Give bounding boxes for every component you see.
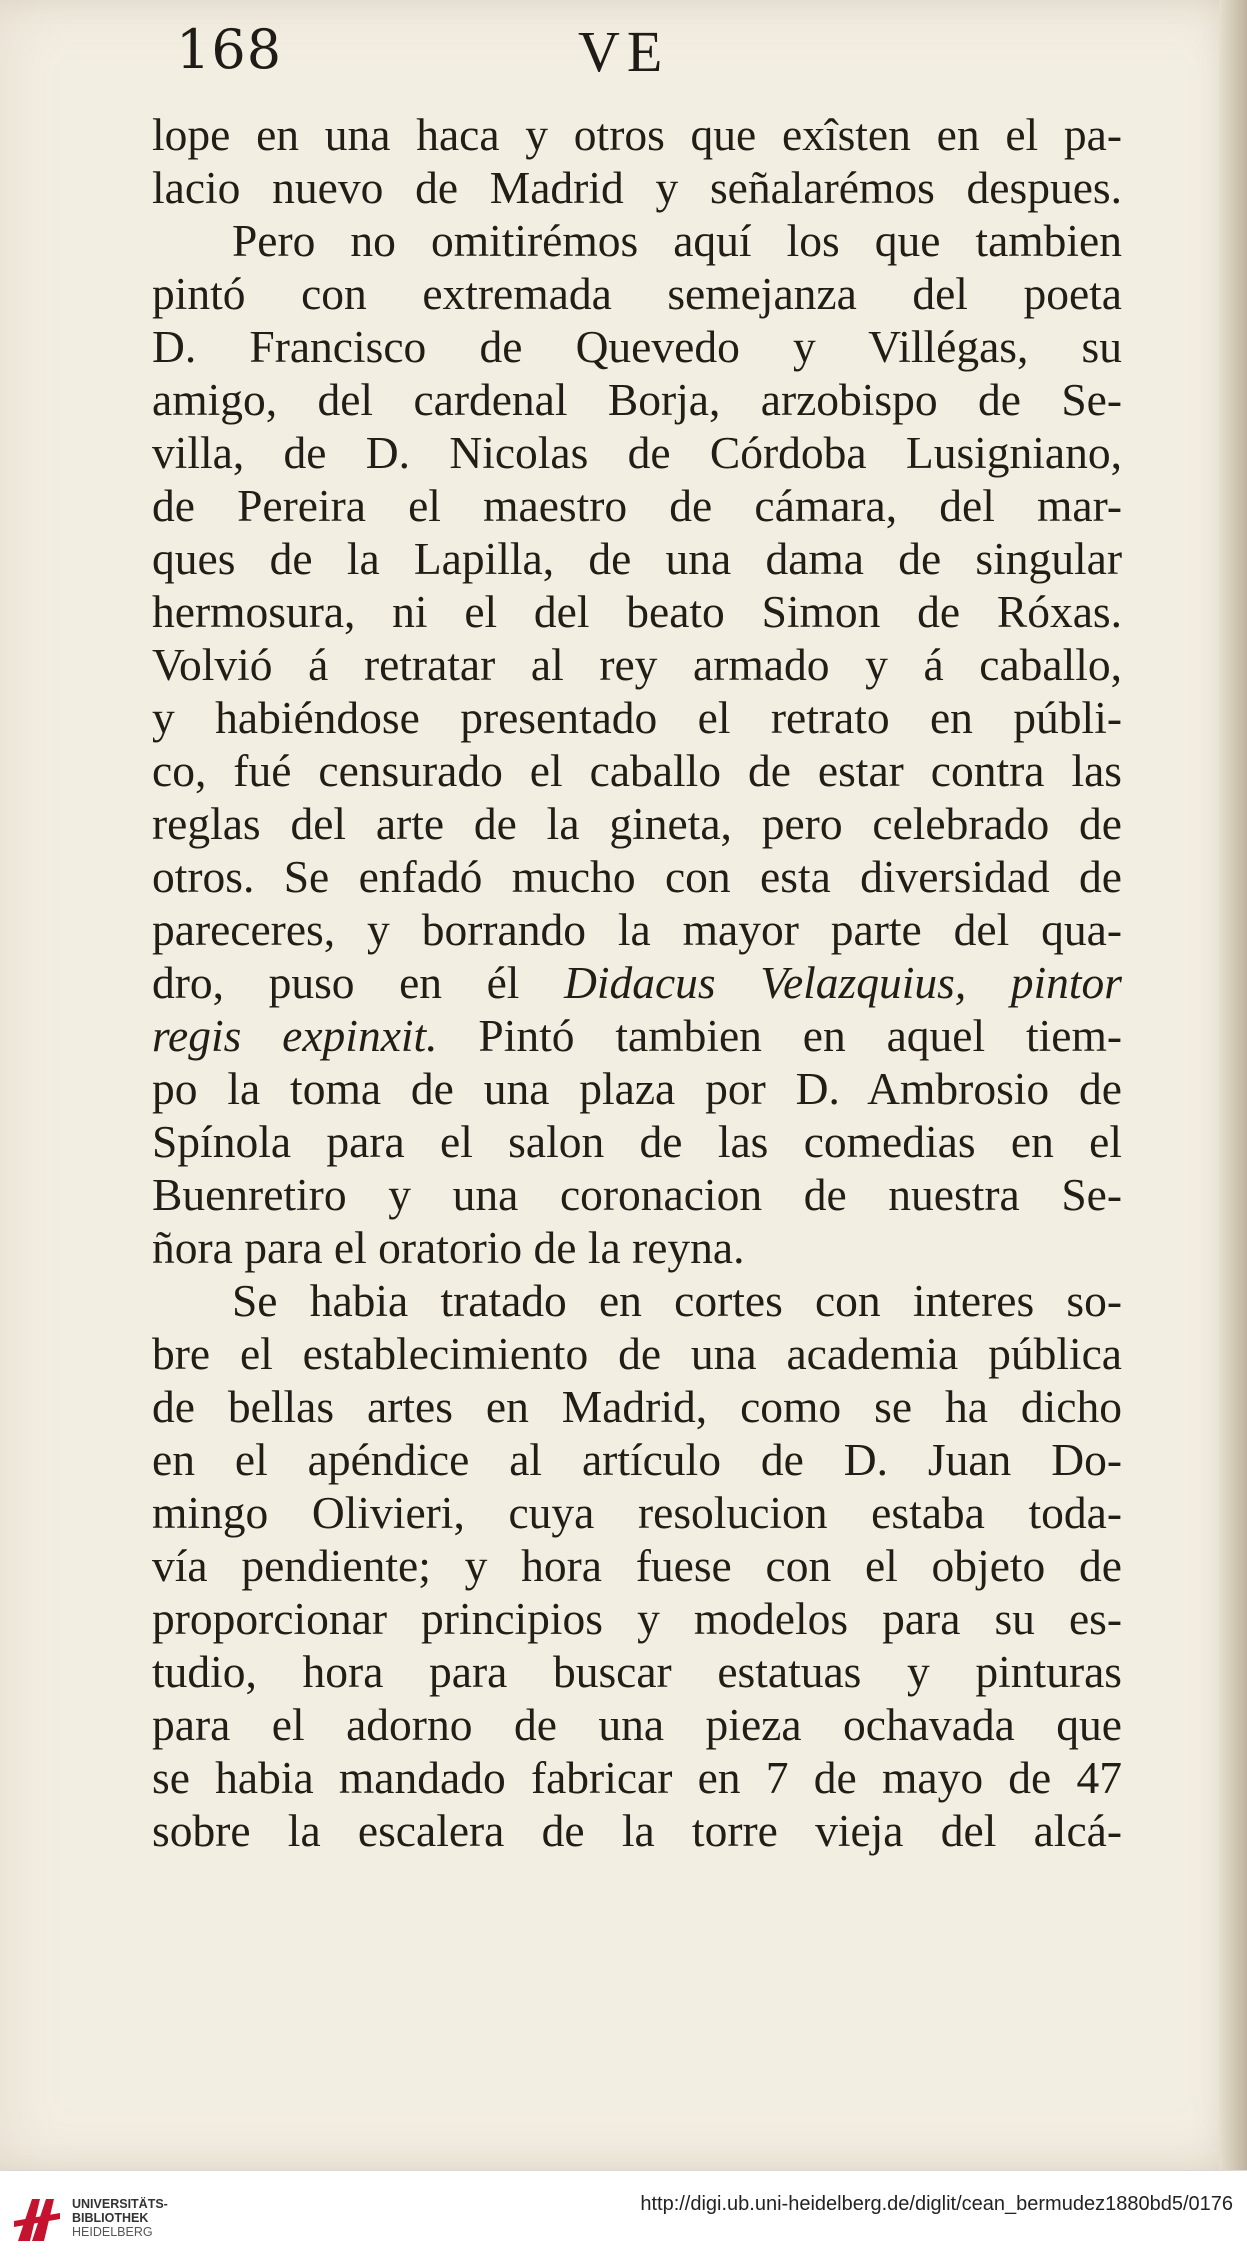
running-head: VE [578,19,670,84]
body-text [152,108,1122,1857]
text-line: en el apéndice al artículo de D. Juan Do- [152,1434,1122,1485]
italic-text: Didacus Velazquius, pintor [563,957,1122,1008]
text-line: reglas del arte de la gineta, pero celebrado de [152,798,1122,849]
text-line [152,956,1122,1009]
text-line: tudio, hora para buscar estatuas y pinturas [152,1646,1122,1697]
text-line: para el adorno de una pieza ochavada que [152,1699,1122,1750]
text-line: mingo Olivieri, cuya resolucion estaba toda- [152,1487,1122,1538]
library-line: UNIVERSITÄTS- [72,2197,168,2211]
library-logo-icon [12,2191,64,2247]
text-line: pareceres, y borrando la mayor parte del qua- [152,904,1122,955]
text-line: villa, de D. Nicolas de Córdoba Lusigniano, [152,427,1122,478]
text-line: bre el establecimiento de una academia pública [152,1328,1122,1379]
text-line: de bellas artes en Madrid, como se ha dicho [152,1381,1122,1432]
text-line: co, fué censurado el caballo de estar contra las [152,745,1122,796]
library-line: BIBLIOTHEK [72,2211,149,2225]
italic-text: regis expinxit. [152,1010,438,1061]
text-line: vía pendiente; y hora fuese con el objeto de [152,1540,1122,1591]
text-line: Volvió á retratar al rey armado y á caballo, [152,639,1122,690]
text-line [152,1009,1122,1062]
text-line: Se habia tratado en cortes con interes so- [232,1275,1122,1326]
text-line: amigo, del cardenal Borja, arzobispo de Se- [152,374,1122,425]
text-line: po la toma de una plaza por D. Ambrosio de [152,1063,1122,1114]
text-line: D. Francisco de Quevedo y Villégas, su [152,321,1122,372]
text-line: hermosura, ni el del beato Simon de Róxas. [152,586,1122,637]
page-number: 168 [176,18,283,81]
text-line: Spínola para el salon de las comedias en el [152,1116,1122,1167]
source-url-link[interactable]: http://digi.ub.uni-heidelberg.de/diglit/cean_bermudez1880bd5/0176 [640,2193,1233,2215]
text-line: ques de la Lapilla, de una dama de singular [152,533,1122,584]
page-header [0,18,1247,88]
text-line: otros. Se enfadó mucho con esta diversidad de [152,851,1122,902]
text-line: lope en una haca y otros que exîsten en el pa- [152,109,1122,160]
text-line: se habia mandado fabricar en 7 de mayo de 47 [152,1752,1122,1803]
text-segment: dro, puso en él [152,957,520,1008]
text-line: lacio nuevo de Madrid y señalarémos despues. [152,162,1122,213]
text-line: proporcionar principios y modelos para su es- [152,1593,1122,1644]
library-line: HEIDELBERG [72,2225,153,2239]
library-name [72,2197,168,2239]
text-line: de Pereira el maestro de cámara, del mar- [152,480,1122,531]
text-line: y habiéndose presentado el retrato en públi- [152,692,1122,743]
page-edge-shadow [1219,0,1247,2170]
text-segment: Pintó tambien en aquel tiem- [478,1010,1122,1061]
text-line: Pero no omitirémos aquí los que tambien [232,215,1122,266]
text-line: pintó con extremada semejanza del poeta [152,268,1122,319]
text-line: sobre la escalera de la torre vieja del alcá- [152,1805,1122,1856]
text-line: ñora para el oratorio de la reyna. [152,1222,745,1273]
text-line: Buenretiro y una coronacion de nuestra Se- [152,1169,1122,1220]
viewer-footer [0,2170,1247,2261]
